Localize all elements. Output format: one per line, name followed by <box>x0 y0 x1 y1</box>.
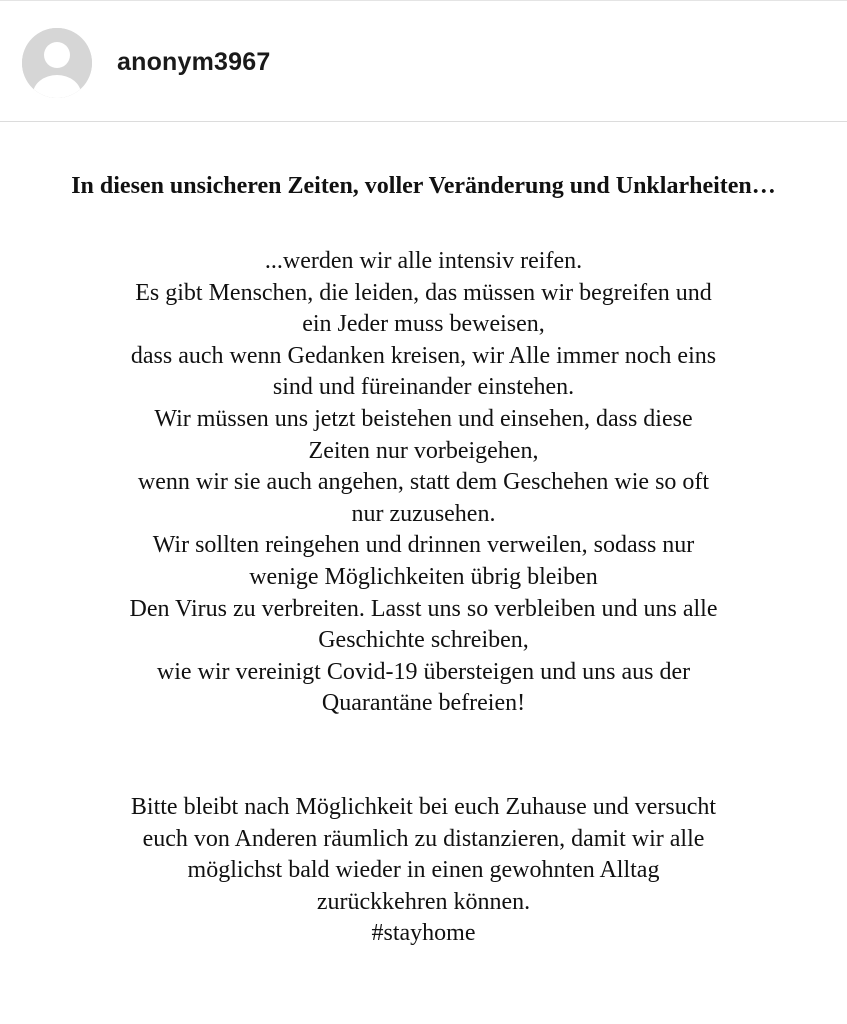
footer-line: zurückkehren können. <box>316 888 531 915</box>
default-avatar-icon[interactable] <box>22 28 92 98</box>
poem-line: wenn wir sie auch angehen, statt dem Geschehen wie so oft <box>137 469 710 496</box>
footer-text <box>60 792 787 950</box>
poem-line: Wir sollten reingehen und drinnen verweilen, sodass nur <box>152 532 695 559</box>
poem-line: nur zuzusehen. <box>351 500 496 527</box>
footer-line: euch von Anderen räumlich zu distanzieren, damit wir alle <box>142 825 705 852</box>
poem-line: wie wir vereinigt Covid-19 übersteigen und uns aus der <box>156 658 691 685</box>
poem-line: wenige Möglichkeiten übrig bleiben <box>249 563 598 590</box>
poem-line: sind und füreinander einstehen. <box>272 374 575 401</box>
post-title: In diesen unsicheren Zeiten, voller Veränderung und Unklarheiten… <box>71 173 776 199</box>
poem-line: Geschichte schreiben, <box>318 627 529 654</box>
poem-text <box>60 246 787 720</box>
poem-line: Den Virus zu verbreiten. Lasst uns so verbleiben und uns alle <box>129 595 718 622</box>
post-content <box>60 170 787 950</box>
username-link[interactable]: anonym3967 <box>117 48 271 76</box>
poem-line: ein Jeder muss beweisen, <box>302 311 545 338</box>
poem-line: Wir müssen uns jetzt beistehen und einsehen, dass diese <box>154 405 693 432</box>
footer-line: Bitte bleibt nach Möglichkeit bei euch Zuhause und versucht <box>130 793 717 820</box>
poem-line: ...werden wir alle intensiv reifen. <box>264 248 583 274</box>
hashtag-link[interactable]: #stayhome <box>371 920 476 947</box>
poem-line: Es gibt Menschen, die leiden, das müssen wir begreifen und <box>135 279 712 306</box>
post-header <box>0 1 847 122</box>
poem-line: Zeiten nur vorbeigehen, <box>308 437 539 464</box>
footer-line: möglichst bald wieder in einen gewohnten Alltag <box>187 857 660 884</box>
poem-line: dass auch wenn Gedanken kreisen, wir Alle immer noch eins <box>130 342 717 369</box>
poem-line: Quarantäne befreien! <box>321 690 526 717</box>
